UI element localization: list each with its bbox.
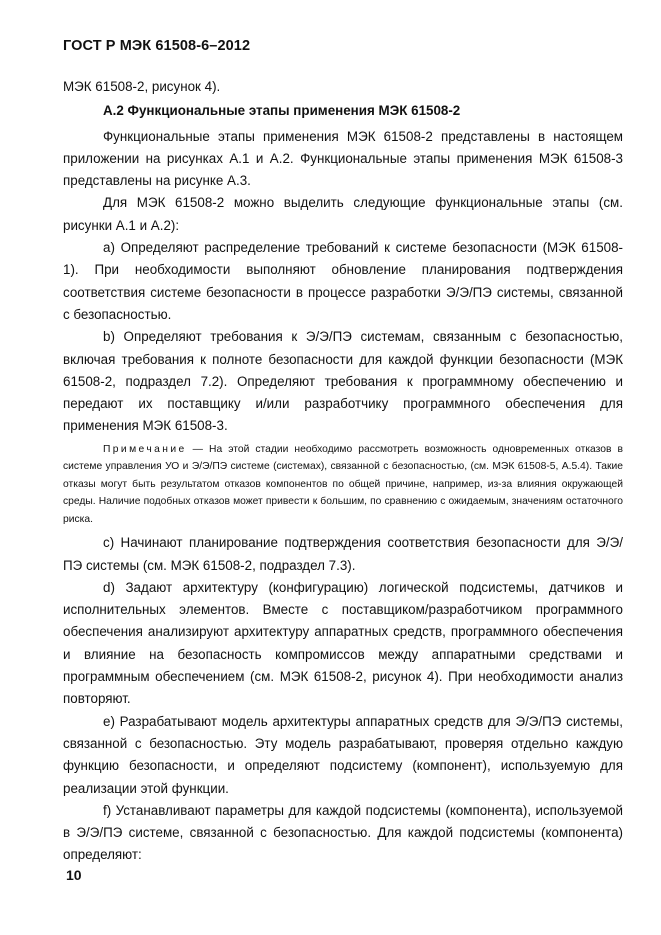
list-item-f: f) Устанавливают параметры для каждой подсистемы (компонента), используемой в Э/Э/ПЭ системе, связанной с безопасностью. Для каждой подсистемы (компонента) определяют: bbox=[63, 802, 623, 863]
note-block bbox=[63, 441, 623, 529]
list-item-c: c) Начинают планирование подтверждения соответствия безопасности для Э/Э/ПЭ системы (см. МЭК 61508-2, подраздел 7.3). bbox=[63, 535, 623, 573]
note-label: Примечание bbox=[103, 443, 187, 455]
list-item-b: b) Определяют требования к Э/Э/ПЭ системам, связанным с безопасностью, включая требования к полноте безопасности для каждой функции безопасности (МЭК 61508-2, подраздел 7.2). Определяют требования к программному обеспечению и передают их поставщику и/или разработчику программного обеспечения для применения МЭК 61508-3. bbox=[63, 329, 623, 434]
section-heading: А.2 Функциональные этапы применения МЭК 61508-2 bbox=[103, 103, 461, 119]
note-text: — На этой стадии необходимо рассмотреть возможность одновременных отказов в системе управления УО и Э/Э/ПЭ системе (системах), связанной с безопасностью, (см. МЭК 61508-5, А.5.4). Такие отказы могут быть результатом отказов компонентов по общей причине, например, из-за влияния окружающей среды. Наличие подобных отказов может привести к большим, по сравнению с ожидаемым, значениям остаточного риска. bbox=[63, 443, 623, 525]
list-item-a: a) Определяют распределение требований к системе безопасности (МЭК 61508-1). При необходимости выполняют обновление планирования подтверждения соответствия системе безопасности в процессе разработки Э/Э/ПЭ системы, связанной с безопасностью. bbox=[63, 240, 623, 322]
document-header: ГОСТ Р МЭК 61508-6–2012 bbox=[63, 38, 251, 54]
paragraph-intro: Функциональные этапы применения МЭК 61508-2 представлены в настоящем приложении на рисунках А.1 и А.2. Функциональные этапы применения МЭК 61508-3 представлены на рисунке А.3. bbox=[63, 128, 623, 189]
page-number: 10 bbox=[66, 867, 82, 883]
paragraph-list-lead: Для МЭК 61508-2 можно выделить следующие функциональные этапы (см. рисунки А.1 и А.2): bbox=[63, 195, 623, 233]
continuation-line: МЭК 61508-2, рисунок 4). bbox=[63, 79, 221, 94]
list-item-d: d) Задают архитектуру (конфигурацию) логической подсистемы, датчиков и исполнительных элементов. Вместе с поставщиком/разработчиком программного обеспечения анализируют архитектуру аппаратных средств, программного обеспечения и влияние на безопасность компромиссов между аппаратными средствами и программным обеспечением (см. МЭК 61508-2, рисунок 4). При необходимости анализ повторяют. bbox=[63, 579, 623, 707]
page-body bbox=[63, 76, 623, 867]
list-item-e: e) Разрабатывают модель архитектуры аппаратных средств для Э/Э/ПЭ системы, связанной с безопасностью. Эту модель разрабатывают, проверяя отдельно каждую функцию безопасности, и определяют подсистему (компонент), используемую для реализации этой функции. bbox=[63, 713, 623, 796]
